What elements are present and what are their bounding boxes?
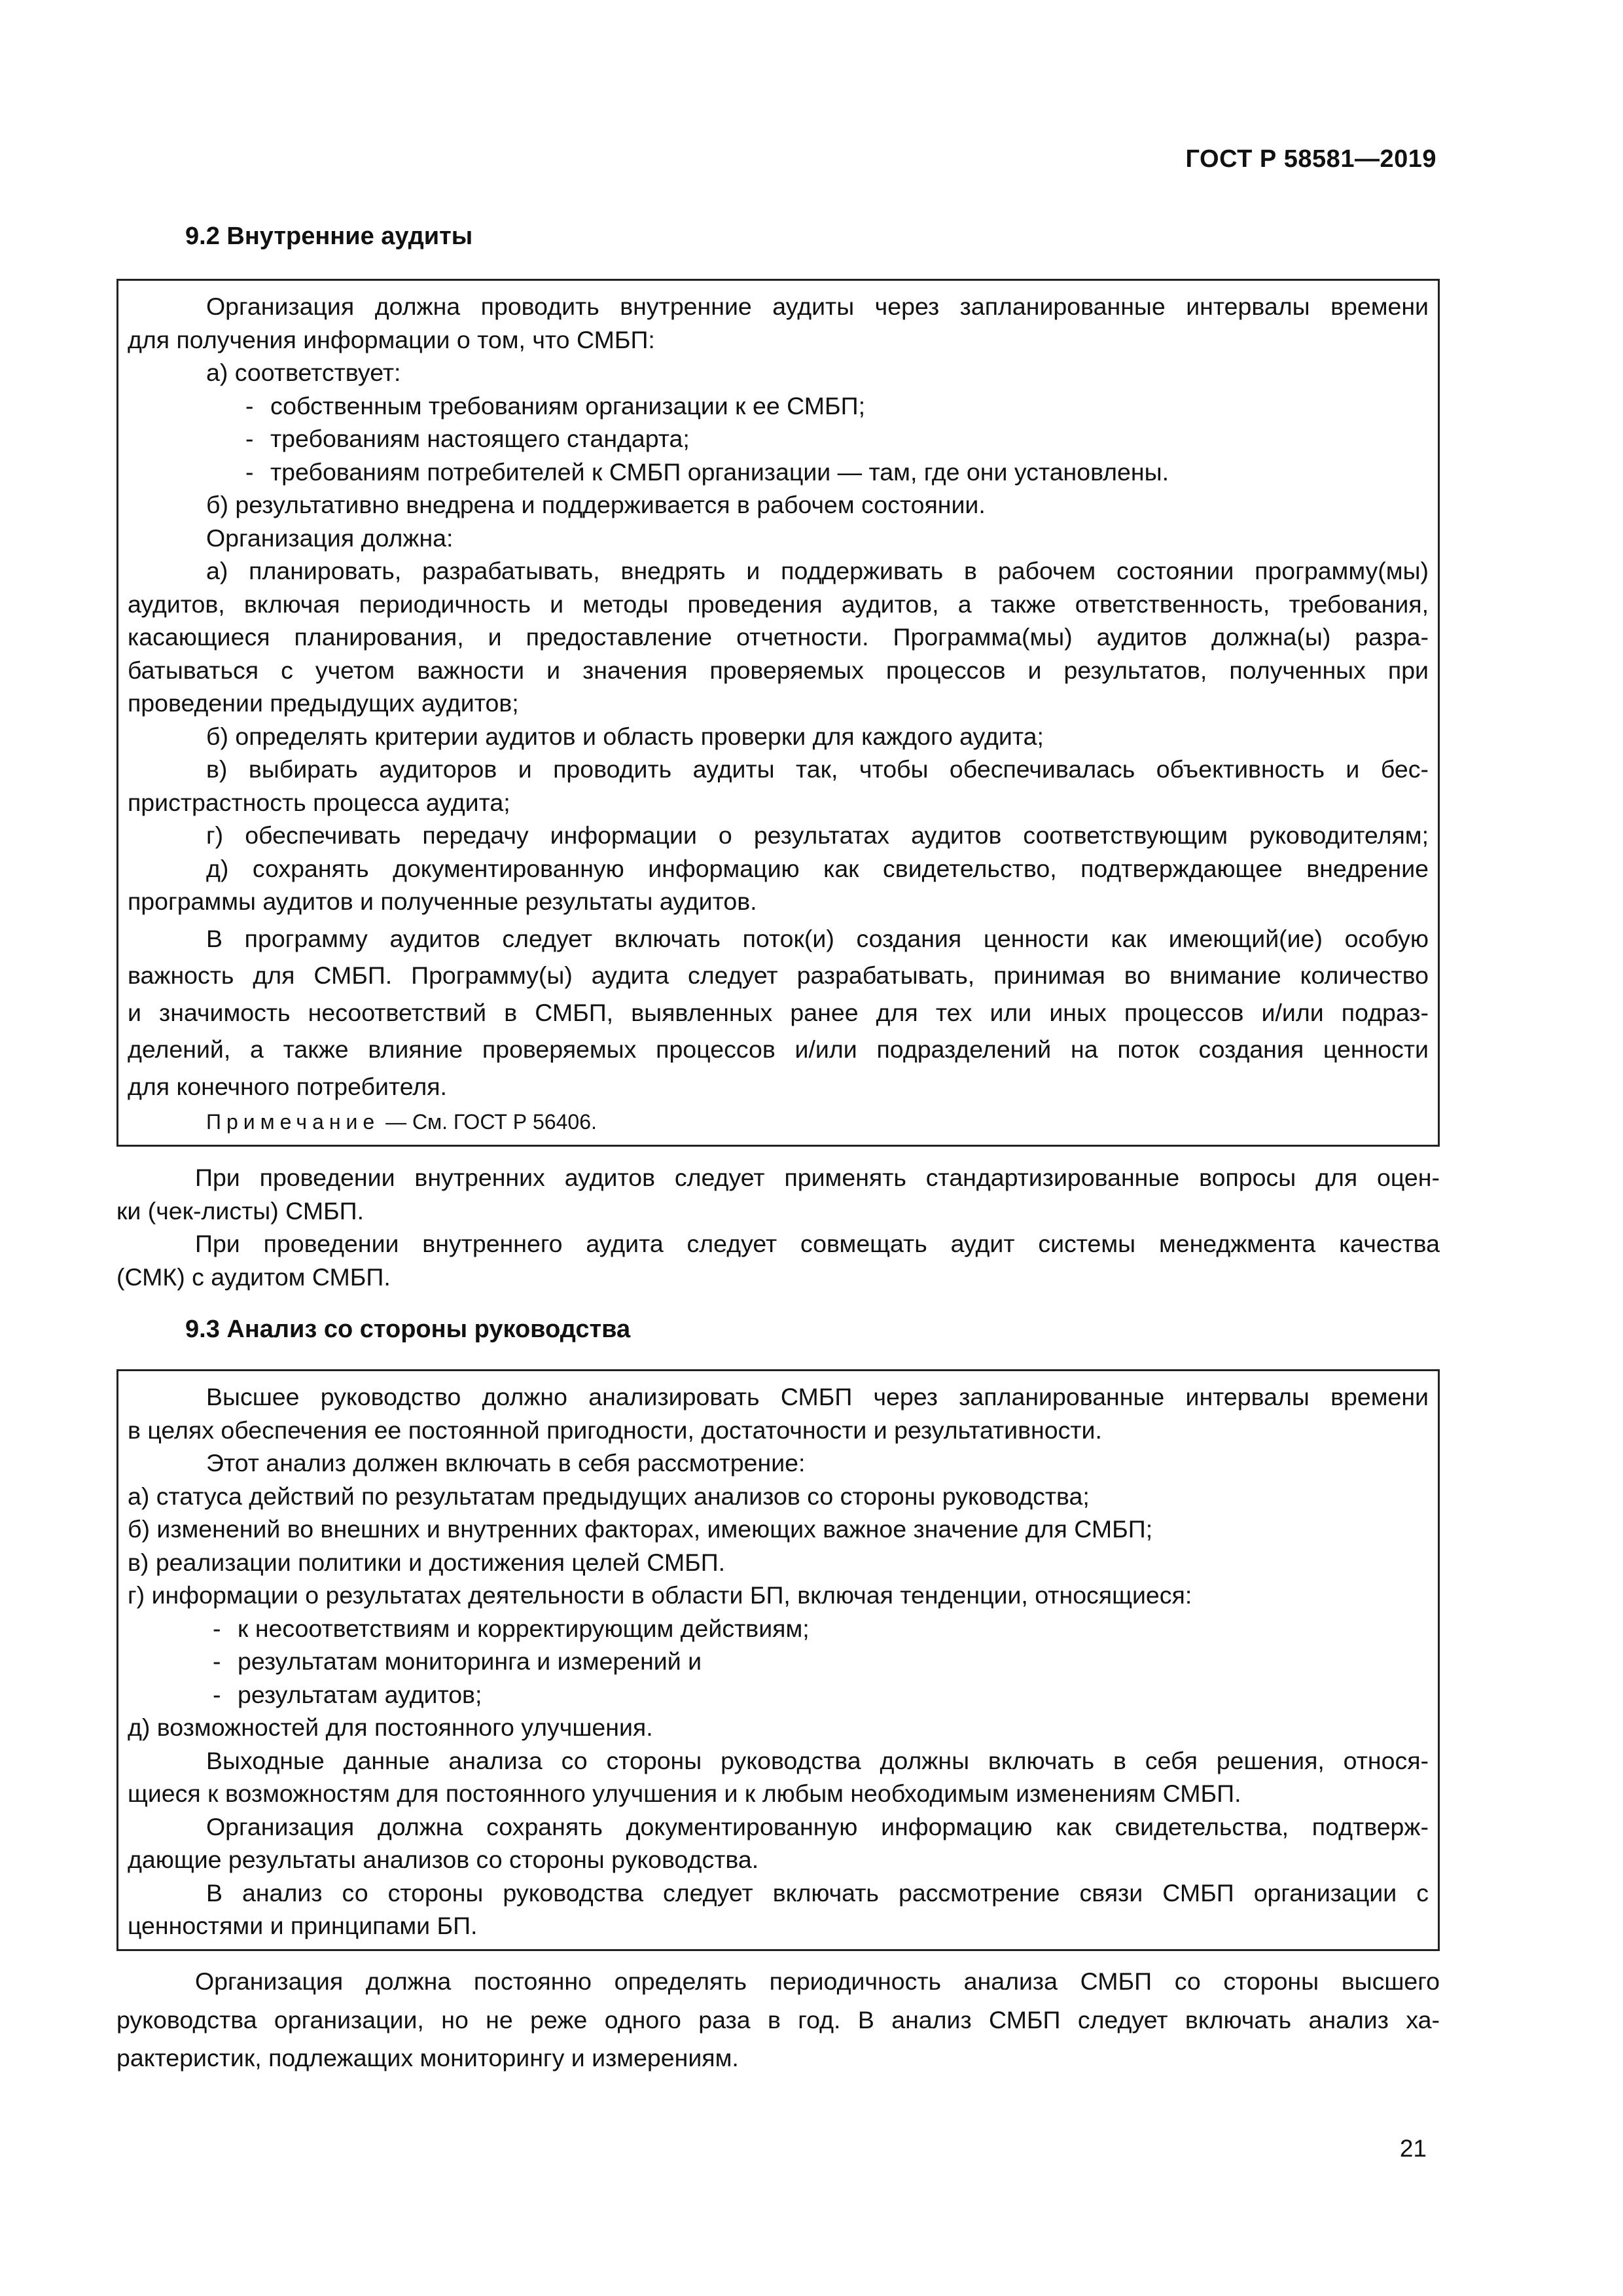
dash-marker: - xyxy=(245,391,254,420)
text-line: щиеся к возможностям для постоянного улучшения и к любым необходимым изменениям СМБП. xyxy=(128,1780,1241,1807)
text-line: При проведении внутреннего аудита следует совмещать аудит системы менеджмента качества xyxy=(195,1230,1440,1257)
list-item: б) результативно внедрена и поддерживается в рабочем состоянии. xyxy=(206,491,986,518)
dash-marker: - xyxy=(245,457,254,486)
dash-marker: - xyxy=(213,1647,221,1675)
list-item-text: результатам аудитов; xyxy=(238,1680,482,1708)
list-item: д) возможностей для постоянного улучшения. xyxy=(128,1713,653,1741)
page-number: 21 xyxy=(1399,2135,1427,2162)
text-line: рактеристик, подлежащих мониторингу и измерениям. xyxy=(116,2044,739,2072)
list-item: б) изменений во внешних и внутренних факторах, имеющих важное значение для СМБП; xyxy=(128,1515,1153,1543)
list-item-text: результатам мониторинга и измерений и xyxy=(238,1647,702,1675)
note-label: Примечание xyxy=(206,1110,380,1134)
section-9-2-boxed-text xyxy=(116,279,1440,1147)
section-9-3-boxed-text xyxy=(116,1369,1440,1951)
list-item xyxy=(128,1678,1429,1712)
list-item-text: требованиям настоящего стандарта; xyxy=(270,425,690,452)
list-item xyxy=(128,1612,1429,1645)
text-line: ки (чек-листы) СМБП. xyxy=(116,1196,365,1225)
list-item: а) статуса действий по результатам предыдущих анализов со стороны руководства; xyxy=(128,1482,1090,1510)
text-line: и значимость несоответствий в СМБП, выявленных ранее для тех или иных процессов и/или подраз- xyxy=(128,998,1429,1026)
text-line: руководства организации, но не реже одного раза в год. В анализ СМБП следует включать анализ ха- xyxy=(116,2005,1440,2034)
list-item xyxy=(128,422,1429,456)
section-9-2-after-text xyxy=(116,1161,1440,1293)
text-line: проведении предыдущих аудитов; xyxy=(128,689,519,717)
text-line: важность для СМБП. Программу(ы) аудита следует разрабатывать, принимая во внимание количество xyxy=(128,961,1429,989)
text-line: При проведении внутренних аудитов следует применять стандартизированные вопросы для оцен- xyxy=(195,1164,1440,1191)
text-line: В анализ со стороны руководства следует включать рассмотрение связи СМБП организации с xyxy=(206,1878,1429,1907)
text-line: (СМК) с аудитом СМБП. xyxy=(116,1263,391,1291)
dash-marker: - xyxy=(245,425,254,452)
text-line: Организация должна проводить внутренние аудиты через запланированные интервалы времени xyxy=(206,293,1429,320)
note-text: — См. ГОСТ Р 56406. xyxy=(380,1110,597,1134)
text-line: для получения информации о том, что СМБП: xyxy=(128,325,655,353)
list-item: г) обеспечивать передачу информации о результатах аудитов соответствующим руководителям; xyxy=(206,821,1429,849)
text-line: для конечного потребителя. xyxy=(128,1072,447,1100)
text-line: пристрастность процесса аудита; xyxy=(128,788,510,816)
list-item-text: требованиям потребителей к СМБП организации — там, где они установлены. xyxy=(270,457,1169,486)
text-line: Организация должна: xyxy=(206,524,454,552)
list-item: в) реализации политики и достижения целей СМБП. xyxy=(128,1548,726,1576)
text-line: программы аудитов и полученные результаты аудитов. xyxy=(128,888,757,915)
note xyxy=(128,1105,1429,1138)
list-item xyxy=(128,389,1429,423)
section-9-2-heading: 9.2 Внутренние аудиты xyxy=(185,223,473,250)
list-item: а) соответствует: xyxy=(206,359,401,386)
section-9-3-heading: 9.3 Анализ со стороны руководства xyxy=(185,1316,631,1343)
text-line: в целях обеспечения ее постоянной пригодности, достаточности и результативности. xyxy=(128,1416,1102,1444)
list-item-text: к несоответствиям и корректирующим действиям; xyxy=(238,1614,810,1642)
document-code: ГОСТ Р 58581—2019 xyxy=(1185,145,1436,173)
text-line: делений, а также влияние проверяемых процессов и/или подразделений на поток создания ценности xyxy=(128,1035,1429,1063)
text-line: Этот анализ должен включать в себя рассмотрение: xyxy=(206,1449,806,1477)
list-item xyxy=(128,1645,1429,1678)
text-line: ценностями и принципами БП. xyxy=(128,1912,478,1939)
text-line: Организация должна постоянно определять периодичность анализа СМБП со стороны высшего xyxy=(195,1967,1440,1995)
text-line: Высшее руководство должно анализировать СМБП через запланированные интервалы времени xyxy=(206,1383,1429,1410)
text-line: дающие результаты анализов со стороны руководства. xyxy=(128,1846,759,1873)
dash-marker: - xyxy=(213,1614,221,1642)
list-item-text: собственным требованиям организации к ее СМБП; xyxy=(270,391,866,420)
text-line: касающиеся планирования, и предоставление отчетности. Программа(мы) аудитов должна(ы) разра- xyxy=(128,623,1429,651)
list-item xyxy=(128,456,1429,489)
section-9-3-after-text xyxy=(116,1965,1440,2075)
dash-marker: - xyxy=(213,1680,221,1708)
text-line: аудитов, включая периодичность и методы проведения аудитов, а также ответственность, требования, xyxy=(128,590,1429,618)
list-item: а) планировать, разрабатывать, внедрять и поддерживать в рабочем состоянии программу(мы) xyxy=(206,557,1429,584)
text-line: Организация должна сохранять документированную информацию как свидетельства, подтверж- xyxy=(206,1812,1429,1840)
list-item: г) информации о результатах деятельности в области БП, включая тенденции, относящиеся: xyxy=(128,1581,1192,1609)
list-item: в) выбирать аудиторов и проводить аудиты так, чтобы обеспечивалась объективность и бес- xyxy=(206,755,1429,783)
list-item: д) сохранять документированную информацию как свидетельство, подтверждающее внедрение xyxy=(206,854,1429,882)
text-line: Выходные данные анализа со стороны руководства должны включать в себя решения, относя- xyxy=(206,1746,1429,1774)
text-line: В программу аудитов следует включать поток(и) создания ценности как имеющий(ие) особую xyxy=(206,924,1429,952)
list-item: б) определять критерии аудитов и область проверки для каждого аудита; xyxy=(206,722,1044,750)
text-line: батываться с учетом важности и значения проверяемых процессов и результатов, полученных при xyxy=(128,656,1429,684)
